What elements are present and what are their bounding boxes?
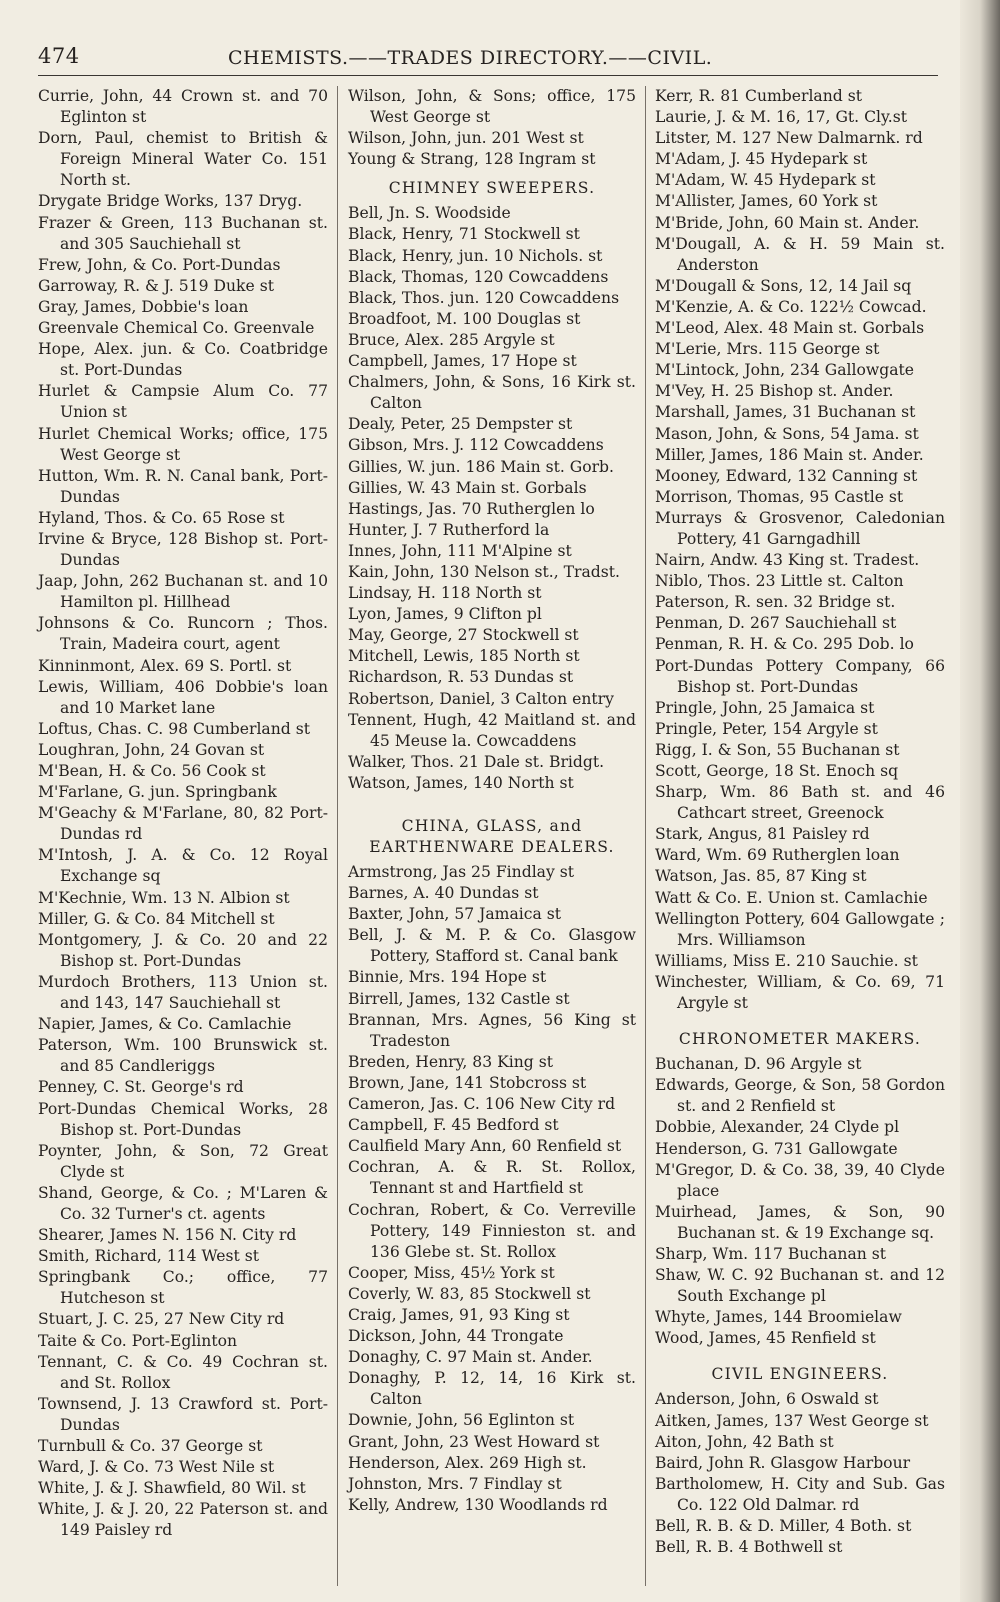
directory-entry: Pringle, Peter, 154 Argyle st xyxy=(655,719,878,738)
directory-entry: Kain, John, 130 Nelson st., Tradst. xyxy=(348,562,620,581)
directory-entry: Chalmers, John, & Sons, 16 Kirk st. Calton xyxy=(348,373,636,413)
directory-entry: Loftus, Chas. C. 98 Cumberland st xyxy=(38,719,310,738)
directory-entry: Penman, D. 267 Sauchiehall st xyxy=(655,614,897,633)
directory-entry: Wellington Pottery, 604 Gallowgate ; Mrs. Williamson xyxy=(655,909,945,949)
directory-entry: Cameron, Jas. C. 106 New City rd xyxy=(348,1095,616,1114)
directory-entry: Sharp, Wm. 117 Buchanan st xyxy=(655,1244,887,1263)
directory-entry: Aiton, John, 42 Bath st xyxy=(655,1432,834,1451)
directory-entry: Miller, James, 186 Main st. Ander. xyxy=(655,445,924,464)
directory-entry: Poynter, John, & Son, 72 Great Clyde st xyxy=(38,1141,328,1181)
directory-entry: Breden, Henry, 83 King st xyxy=(348,1052,553,1071)
directory-entry: M'Lerie, Mrs. 115 George st xyxy=(655,340,880,359)
directory-entry: M'Adam, W. 45 Hydepark st xyxy=(655,171,876,190)
directory-entry: M'Allister, James, 60 York st xyxy=(655,192,878,211)
directory-entry: Bruce, Alex. 285 Argyle st xyxy=(348,330,555,349)
directory-entry: Lewis, William, 406 Dobbie's loan and 10 Market lane xyxy=(38,677,328,717)
directory-entry: Shaw, W. C. 92 Buchanan st. and 12 South Exchange pl xyxy=(655,1266,945,1306)
directory-entry: Broadfoot, M. 100 Douglas st xyxy=(348,309,581,328)
directory-column-3 xyxy=(655,86,945,1558)
directory-entry: Turnbull & Co. 37 George st xyxy=(38,1437,263,1455)
directory-entry: Grant, John, 23 West Howard st xyxy=(348,1432,600,1451)
directory-entry: M'Intosh, J. A. & Co. 12 Royal Exchange sq xyxy=(38,846,328,886)
directory-entry: Williams, Miss E. 210 Sauchie. st xyxy=(655,951,918,970)
directory-entry: Birrell, James, 132 Castle st xyxy=(348,989,570,1008)
directory-entry: Pringle, John, 25 Jamaica st xyxy=(655,698,875,717)
directory-entry: Wood, James, 45 Renfield st xyxy=(655,1329,876,1348)
directory-entry: Laurie, J. & M. 16, 17, Gt. Cly.st xyxy=(655,108,907,127)
directory-entry: Paterson, R. sen. 32 Bridge st. xyxy=(655,593,896,612)
directory-entry: Frazer & Green, 113 Buchanan st. and 305 Sauchiehall st xyxy=(38,213,328,253)
directory-entry: Black, Henry, 71 Stockwell st xyxy=(348,225,580,244)
directory-entry: Watson, Jas. 85, 87 King st xyxy=(655,867,867,886)
directory-entry: Walker, Thos. 21 Dale st. Bridgt. xyxy=(348,752,605,771)
directory-entry: Scott, George, 18 St. Enoch sq xyxy=(655,762,899,780)
directory-entry: Miller, G. & Co. 84 Mitchell st xyxy=(38,909,275,928)
directory-entry: Gray, James, Dobbie's loan xyxy=(38,297,249,316)
directory-entry: Hastings, Jas. 70 Rutherglen lo xyxy=(348,499,595,518)
directory-entry: Hurlet & Campsie Alum Co. 77 Union st xyxy=(38,382,328,422)
directory-entry: Stark, Angus, 81 Paisley rd xyxy=(655,825,870,844)
directory-entry: Bell, R. B. 4 Bothwell st xyxy=(655,1538,843,1557)
directory-entry: Baxter, John, 57 Jamaica st xyxy=(348,905,562,924)
directory-entry: Black, Thomas, 120 Cowcaddens xyxy=(348,267,609,286)
directory-entry: Hyland, Thos. & Co. 65 Rose st xyxy=(38,508,285,527)
directory-entry: Nairn, Andw. 43 King st. Tradest. xyxy=(655,551,920,570)
directory-entry: Irvine & Bryce, 128 Bishop st. Port-Dundas xyxy=(38,529,328,570)
directory-entry: M'Adam, J. 45 Hydepark st xyxy=(655,150,868,169)
directory-entry: Morrison, Thomas, 95 Castle st xyxy=(655,487,904,506)
directory-entry: Campbell, F. 45 Bedford st xyxy=(348,1116,559,1135)
directory-entry: Jaap, John, 262 Buchanan st. and 10 Hamilton pl. Hillhead xyxy=(38,572,328,612)
page-header xyxy=(38,44,938,74)
directory-entry: Kerr, R. 81 Cumberland st xyxy=(655,87,862,105)
directory-entry: May, George, 27 Stockwell st xyxy=(348,626,579,645)
directory-entry: Robertson, Daniel, 3 Calton entry xyxy=(348,689,614,708)
directory-entry: Dealy, Peter, 25 Dempster st xyxy=(348,415,573,434)
directory-column-2 xyxy=(348,86,636,1516)
directory-entry: Johnston, Mrs. 7 Findlay st xyxy=(348,1474,562,1493)
directory-entry: Ward, Wm. 69 Rutherglen loan xyxy=(655,846,900,865)
directory-entry: Loughran, John, 24 Govan st xyxy=(38,740,265,759)
directory-entry: Rigg, I. & Son, 55 Buchanan st xyxy=(655,740,900,759)
directory-entry: Gillies, W. 43 Main st. Gorbals xyxy=(348,478,587,497)
directory-entry: Marshall, James, 31 Buchanan st xyxy=(655,403,916,422)
directory-entry: M'Kenzie, A. & Co. 122½ Cowcad. xyxy=(655,297,927,316)
directory-entry: Greenvale Chemical Co. Greenvale xyxy=(38,319,315,338)
directory-entry: Cochran, Robert, & Co. Verreville Pottery, 149 Finnieston st. and 136 Glebe st. St. Rollox xyxy=(348,1200,636,1261)
directory-entry: Bell, R. B. & D. Miller, 4 Both. st xyxy=(655,1517,912,1535)
directory-column-1 xyxy=(38,86,328,1541)
section-heading: CIVIL ENGINEERS. xyxy=(711,1365,889,1384)
directory-entry: Penney, C. St. George's rd xyxy=(38,1078,244,1097)
directory-entry: Henderson, Alex. 269 High st. xyxy=(348,1453,587,1472)
directory-entry: Binnie, Mrs. 194 Hope st xyxy=(348,968,547,987)
column-divider xyxy=(645,86,646,1586)
directory-entry: Coverly, W. 83, 85 Stockwell st xyxy=(348,1284,591,1303)
directory-entry: Brown, Jane, 141 Stobcross st xyxy=(348,1073,587,1092)
directory-entry: Muirhead, James, & Son, 90 Buchanan st. & 19 Exchange sq. xyxy=(655,1202,945,1242)
directory-entry: Downie, John, 56 Eglinton st xyxy=(348,1411,575,1430)
section-heading: CHINA, GLASS, and EARTHENWARE DEALERS. xyxy=(369,817,615,856)
directory-entry: Niblo, Thos. 23 Little st. Calton xyxy=(655,572,904,591)
directory-entry: M'Bride, John, 60 Main st. Ander. xyxy=(655,213,920,232)
directory-entry: Henderson, G. 731 Gallowgate xyxy=(655,1139,898,1158)
directory-entry: Johnsons & Co. Runcorn ; Thos. Train, Madeira court, agent xyxy=(38,614,328,654)
directory-entry: Bartholomew, H. City and Sub. Gas Co. 122 Old Dalmar. rd xyxy=(655,1474,945,1514)
book-spine-gutter xyxy=(960,0,1000,1602)
running-head: CHEMISTS.——TRADES DIRECTORY.——CIVIL. xyxy=(228,47,713,69)
directory-entry: Aitken, James, 137 West George st xyxy=(655,1411,929,1430)
directory-entry: Wilson, John, jun. 201 West st xyxy=(348,129,584,148)
directory-entry: Whyte, James, 144 Broomielaw xyxy=(655,1308,902,1327)
directory-entry: Kinninmont, Alex. 69 S. Portl. st xyxy=(38,656,292,675)
directory-entry: M'Farlane, G. jun. Springbank xyxy=(38,783,277,802)
directory-entry: Townsend, J. 13 Crawford st. Port-Dundas xyxy=(38,1394,328,1434)
directory-entry: Currie, John, 44 Crown st. and 70 Eglinton st xyxy=(38,87,328,127)
directory-entry: Port-Dundas Pottery Company, 66 Bishop st. Port-Dundas xyxy=(655,656,945,696)
directory-entry: Port-Dundas Chemical Works, 28 Bishop st. Port-Dundas xyxy=(38,1099,328,1139)
directory-entry: Hurlet Chemical Works; office, 175 West George st xyxy=(38,424,328,464)
column-divider xyxy=(337,86,338,1586)
directory-entry: M'Dougall & Sons, 12, 14 Jail sq xyxy=(655,276,912,295)
directory-entry: Bell, J. & M. P. & Co. Glasgow Pottery, Stafford st. Canal bank xyxy=(348,926,636,966)
directory-entry: M'Kechnie, Wm. 13 N. Albion st xyxy=(38,888,290,907)
section-heading: CHIMNEY SWEEPERS. xyxy=(388,179,596,198)
directory-entry: Black, Henry, jun. 10 Nichols. st xyxy=(348,246,603,265)
directory-entry: M'Leod, Alex. 48 Main st. Gorbals xyxy=(655,319,925,338)
directory-entry: Winchester, William, & Co. 69, 71 Argyle st xyxy=(655,972,945,1013)
directory-entry: Dickson, John, 44 Trongate xyxy=(348,1327,564,1346)
directory-entry: Smith, Richard, 114 West st xyxy=(38,1247,260,1266)
directory-entry: Barnes, A. 40 Dundas st xyxy=(348,884,539,903)
directory-entry: Craig, James, 91, 93 King st xyxy=(348,1305,570,1324)
directory-entry: Tennent, Hugh, 42 Maitland st. and 45 Meuse la. Cowcaddens xyxy=(348,710,636,750)
directory-entry: Kelly, Andrew, 130 Woodlands rd xyxy=(348,1495,608,1514)
directory-entry: Mason, John, & Sons, 54 Jama. st xyxy=(655,424,919,443)
directory-entry: M'Bean, H. & Co. 56 Cook st xyxy=(38,762,266,780)
page-number: 474 xyxy=(38,44,80,68)
directory-entry: Murrays & Grosvenor, Caledonian Pottery, 41 Garngadhill xyxy=(655,508,945,548)
directory-entry: Mitchell, Lewis, 185 North st xyxy=(348,647,580,666)
directory-entry: Ward, J. & Co. 73 West Nile st xyxy=(38,1458,275,1477)
directory-entry: Watt & Co. E. Union st. Camlachie xyxy=(655,888,928,907)
directory-entry: Innes, John, 111 M'Alpine st xyxy=(348,541,572,560)
directory-entry: Napier, James, & Co. Camlachie xyxy=(38,1015,292,1034)
directory-entry: Sharp, Wm. 86 Bath st. and 46 Cathcart street, Greenock xyxy=(655,783,945,823)
directory-entry: Penman, R. H. & Co. 295 Dob. lo xyxy=(655,635,914,654)
directory-entry: Springbank Co.; office, 77 Hutcheson st xyxy=(38,1268,328,1308)
directory-entry: Frew, John, & Co. Port-Dundas xyxy=(38,255,281,274)
directory-entry: M'Gregor, D. & Co. 38, 39, 40 Clyde place xyxy=(655,1160,945,1200)
directory-entry: M'Dougall, A. & H. 59 Main st. Anderston xyxy=(655,234,945,274)
directory-entry: Donaghy, C. 97 Main st. Ander. xyxy=(348,1348,593,1367)
directory-entry: Taite & Co. Port-Eglinton xyxy=(38,1331,238,1350)
directory-entry: Brannan, Mrs. Agnes, 56 King st Tradeston xyxy=(348,1010,636,1050)
directory-entry: Murdoch Brothers, 113 Union st. and 143, 147 Sauchiehall st xyxy=(38,972,328,1013)
directory-entry: Richardson, R. 53 Dundas st xyxy=(348,668,574,687)
directory-entry: M'Lintock, John, 234 Gallowgate xyxy=(655,361,914,380)
directory-entry: White, J. & J. 20, 22 Paterson st. and 149 Paisley rd xyxy=(38,1500,328,1540)
section-heading: CHRONOMETER MAKERS. xyxy=(678,1030,922,1049)
directory-entry: Shand, George, & Co. ; M'Laren & Co. 32 Turner's ct. agents xyxy=(38,1183,328,1223)
directory-entry: Baird, John R. Glasgow Harbour xyxy=(655,1453,911,1472)
directory-entry: Shearer, James N. 156 N. City rd xyxy=(38,1226,297,1245)
directory-entry: Buchanan, D. 96 Argyle st xyxy=(655,1055,862,1074)
directory-entry: Hunter, J. 7 Rutherford la xyxy=(348,520,550,539)
directory-entry: Gibson, Mrs. J. 112 Cowcaddens xyxy=(348,436,604,455)
directory-entry: Montgomery, J. & Co. 20 and 22 Bishop st. Port-Dundas xyxy=(38,930,328,970)
directory-entry: Armstrong, Jas 25 Findlay st xyxy=(348,863,575,881)
directory-entry: Hutton, Wm. R. N. Canal bank, Port-Dundas xyxy=(38,466,328,506)
directory-entry: Gillies, W. jun. 186 Main st. Gorb. xyxy=(348,457,614,476)
directory-entry: Young & Strang, 128 Ingram st xyxy=(348,150,596,169)
directory-entry: Donaghy, P. 12, 14, 16 Kirk st. Calton xyxy=(348,1369,636,1409)
header-rule xyxy=(38,75,938,76)
directory-entry: M'Vey, H. 25 Bishop st. Ander. xyxy=(655,382,894,401)
directory-entry: Drygate Bridge Works, 137 Dryg. xyxy=(38,192,303,211)
directory-entry: Hope, Alex. jun. & Co. Coatbridge st. Port-Dundas xyxy=(38,340,328,380)
directory-entry: Dorn, Paul, chemist to British & Foreign Mineral Water Co. 151 North st. xyxy=(38,129,328,190)
directory-entry: Lyon, James, 9 Clifton pl xyxy=(348,605,542,624)
directory-entry: Dobbie, Alexander, 24 Clyde pl xyxy=(655,1118,900,1137)
directory-entry: Anderson, John, 6 Oswald st xyxy=(655,1390,879,1409)
directory-entry: Garroway, R. & J. 519 Duke st xyxy=(38,276,274,295)
directory-entry: Black, Thos. jun. 120 Cowcaddens xyxy=(348,288,620,307)
directory-entry: Bell, Jn. S. Woodside xyxy=(348,204,511,223)
directory-entry: White, J. & J. Shawfield, 80 Wil. st xyxy=(38,1479,306,1498)
directory-entry: Wilson, John, & Sons; office, 175 West George st xyxy=(348,87,636,127)
directory-entry: Edwards, George, & Son, 58 Gordon st. and 2 Renfield st xyxy=(655,1076,945,1116)
directory-entry: Stuart, J. C. 25, 27 New City rd xyxy=(38,1310,285,1329)
directory-entry: Paterson, Wm. 100 Brunswick st. and 85 Candleriggs xyxy=(38,1036,328,1076)
directory-entry: Litster, M. 127 New Dalmarnk. rd xyxy=(655,129,923,148)
directory-entry: Lindsay, H. 118 North st xyxy=(348,584,542,603)
directory-entry: Tennant, C. & Co. 49 Cochran st. and St. Rollox xyxy=(38,1352,328,1392)
directory-entry: Cooper, Miss, 45½ York st xyxy=(348,1263,555,1282)
directory-entry: Campbell, James, 17 Hope st xyxy=(348,352,577,371)
directory-entry: M'Geachy & M'Farlane, 80, 82 Port-Dundas rd xyxy=(38,804,328,844)
directory-entry: Caulfield Mary Ann, 60 Renfield st xyxy=(348,1137,622,1156)
directory-entry: Watson, James, 140 North st xyxy=(348,773,574,792)
directory-entry: Cochran, A. & R. St. Rollox, Tennant st and Hartfield st xyxy=(348,1158,636,1198)
directory-entry: Mooney, Edward, 132 Canning st xyxy=(655,466,918,485)
